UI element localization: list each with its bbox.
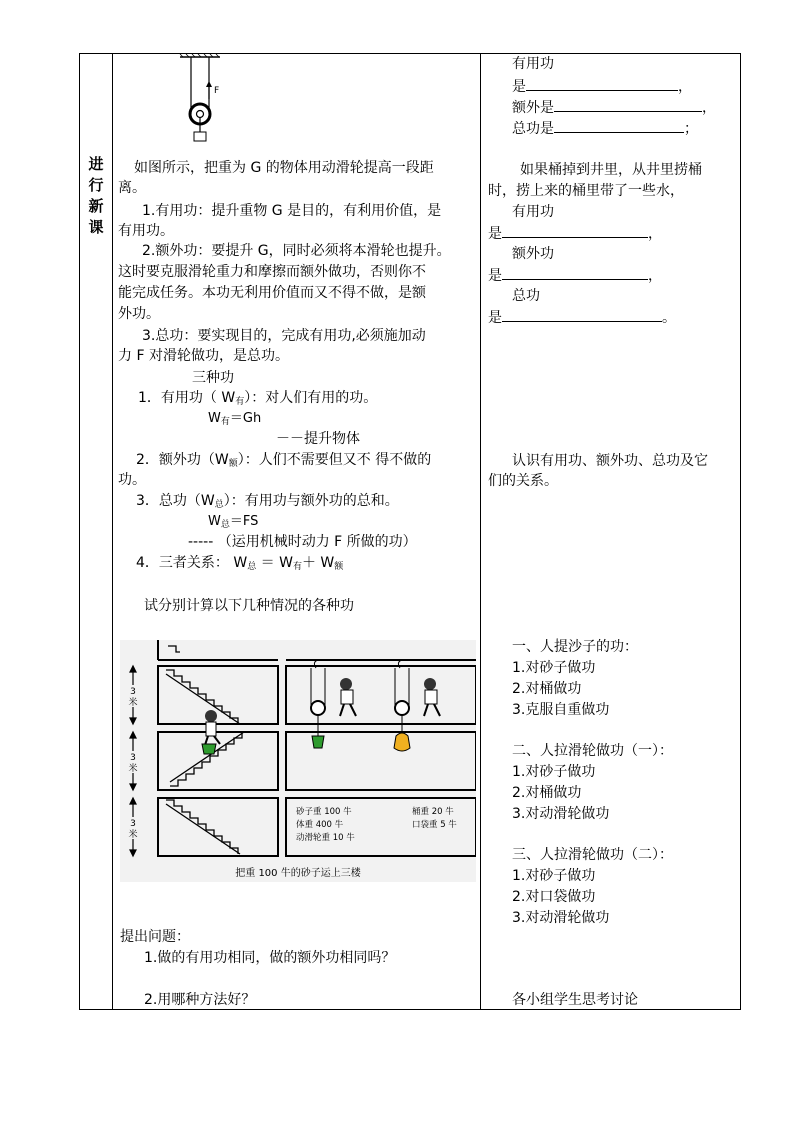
definition-useful: 1．有用功（ $W_有$）：对人们有用的功。 <box>138 390 378 407</box>
useful-work-para: 1.有用功：提升重物 G 是目的，有利用价值，是 <box>142 203 442 219</box>
answer-blank[interactable] <box>502 265 648 280</box>
answer-line: 是 ， <box>512 76 692 97</box>
case-title: 三、人拉滑轮做功（二）： <box>512 847 673 863</box>
body-weight: 体重 400 牛 <box>296 820 344 830</box>
column-divider-2 <box>480 54 481 1009</box>
three-methods-figure <box>120 640 476 882</box>
answer-blank[interactable] <box>554 97 702 112</box>
well-extra-label: 额外功 <box>512 246 554 262</box>
question-title: 提出问题： <box>120 929 190 945</box>
definition-extra: 2．额外功$(W_额)$：人们不需要但又不 得不做的 <box>136 452 432 469</box>
case-item: 3.对动滑轮做功 <box>512 806 610 822</box>
answer-line: 是 ， <box>488 265 662 286</box>
lesson-table <box>79 53 741 1010</box>
floor-height-unit: 米 <box>128 830 138 840</box>
formula-useful: $W_有=Gh$ <box>208 411 262 427</box>
case-title: 一、人提沙子的功： <box>512 639 638 655</box>
extra-work-para: 能完成任务。本功无利用价值而又不得不做，是额 <box>118 285 426 301</box>
total-work-para: 3.总功：要实现目的，完成有用功,必须施加动 <box>142 328 426 344</box>
case-item: 2.对桶做功 <box>512 681 582 697</box>
discussion-note: 各小组学生思考讨论 <box>512 992 638 1008</box>
floor-height-number: 3 <box>130 753 136 763</box>
case-item: 1.对砂子做功 <box>512 660 596 676</box>
useful-work-para: 有用功。 <box>118 223 174 239</box>
total-work-para: 力 F 对滑轮做功，是总功。 <box>118 348 289 364</box>
three-works-title: 三种功 <box>192 370 234 386</box>
case-item: 2.对桶做功 <box>512 785 582 801</box>
recognize-text: 认识有用功、额外功、总功及它 <box>512 453 708 469</box>
answer-blank[interactable] <box>502 307 662 322</box>
case-item: 3.对动滑轮做功 <box>512 910 610 926</box>
bucket-weight: 桶重 20 牛 <box>412 807 454 817</box>
floor-height-number: 3 <box>130 687 136 697</box>
force-label: F <box>214 86 220 96</box>
answer-blank[interactable] <box>502 223 648 238</box>
side-char: 课 <box>88 218 104 236</box>
well-scenario: 如果桶掉到井里，从井里捞桶 <box>520 162 702 178</box>
definition-extra: 功。 <box>118 472 146 488</box>
answer-blank[interactable] <box>526 76 678 91</box>
case-item: 1.对砂子做功 <box>512 764 596 780</box>
well-useful-label: 有用功 <box>512 204 554 220</box>
intro-line: 离。 <box>118 180 146 196</box>
pulley-diagram <box>175 54 235 154</box>
floor-height-unit: 米 <box>128 764 138 774</box>
column-divider-1 <box>112 54 113 1009</box>
well-total-label: 总功 <box>512 288 540 304</box>
well-scenario: 时，捞上来的桶里带了一些水， <box>488 183 684 199</box>
question-2: 2.用哪种方法好？ <box>144 992 256 1008</box>
recognize-text: 们的关系。 <box>488 473 558 489</box>
question-1: 1.做的有用功相同，做的额外功相同吗？ <box>144 950 396 966</box>
useful-work-label: 有用功 <box>512 56 554 72</box>
bag-weight: 口袋重 5 牛 <box>412 820 457 830</box>
extra-work-para: 2.额外功：要提升 G，同时必须将本滑轮也提升。 <box>142 243 451 259</box>
case-item: 1.对砂子做功 <box>512 868 596 884</box>
answer-line: 是 ， <box>488 223 662 244</box>
formula-total-note: ----- （运用机械时动力 F 所做的功） <box>188 534 417 550</box>
answer-line: 总功是 ； <box>512 118 698 139</box>
case-item: 3.克服自重做功 <box>512 702 610 718</box>
side-char: 新 <box>88 197 104 215</box>
sand-weight: 砂子重 100 牛 <box>296 807 352 817</box>
side-label <box>80 154 112 238</box>
extra-work-para: 这时要克服滑轮重力和摩擦而额外做功，否则你不 <box>118 264 426 280</box>
intro-line: 如图所示，把重为 G 的物体用动滑轮提高一段距 <box>134 160 434 176</box>
floor-height-number: 3 <box>130 819 136 829</box>
extra-work-para: 外功。 <box>118 306 160 322</box>
figure-caption: 把重 100 牛的砂子运上三楼 <box>235 868 361 879</box>
case-title: 二、人拉滑轮做功（一）： <box>512 743 673 759</box>
calc-prompt: 试分别计算以下几种情况的各种功 <box>144 598 354 614</box>
side-char: 行 <box>88 176 104 194</box>
side-char: 进 <box>88 155 104 173</box>
formula-total: $W_总=FS$ <box>208 514 259 530</box>
formula-useful-note: －－提升物体 <box>276 431 360 447</box>
answer-blank[interactable] <box>554 118 684 133</box>
answer-line: 额外是 ， <box>512 97 716 118</box>
definition-total: 3．总功$(W_总)$：有用功与额外功的总和。 <box>136 493 399 510</box>
answer-line: 是 。 <box>488 307 676 328</box>
pulley-weight: 动滑轮重 10 牛 <box>296 833 355 843</box>
floor-height-unit: 米 <box>128 698 138 708</box>
relation: 4．三者关系： $W_总 = W_有+ W_额$ <box>136 555 344 572</box>
case-item: 2.对口袋做功 <box>512 889 596 905</box>
